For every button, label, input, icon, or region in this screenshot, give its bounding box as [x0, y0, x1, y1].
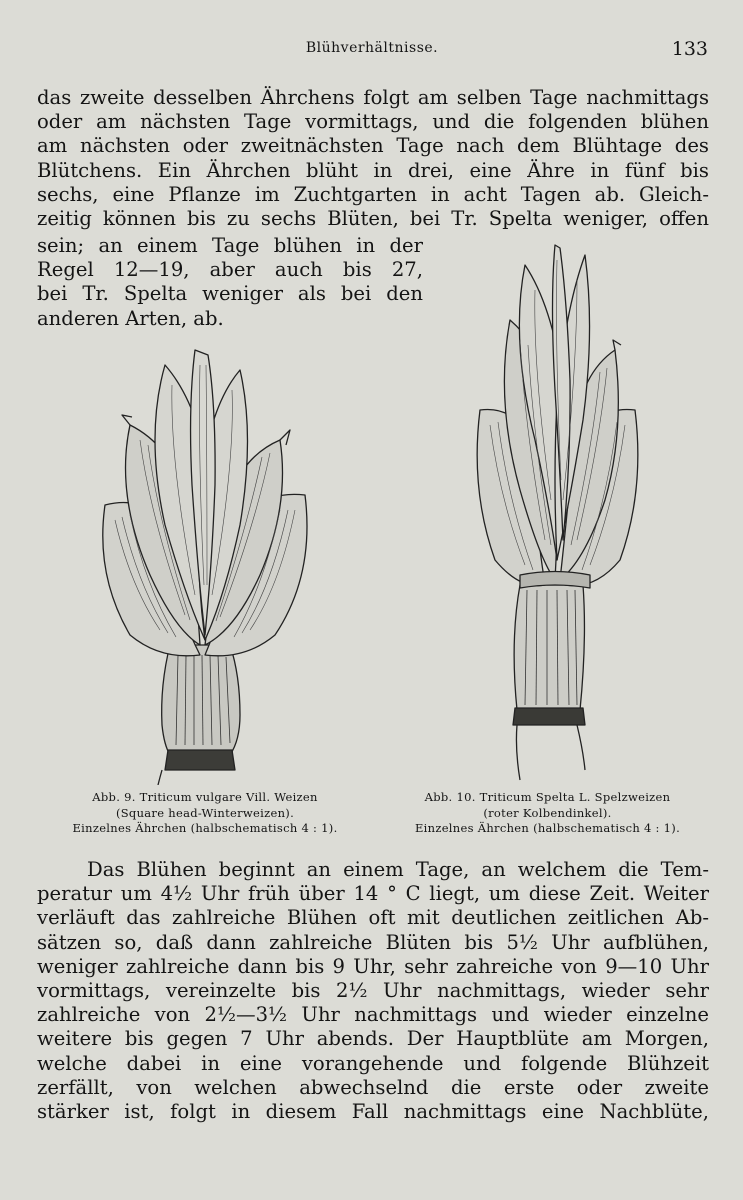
- text-line: peratur um 4½ Uhr früh über 14 ° C liegt, um diese Zeit. Weiter: [37, 882, 709, 906]
- text-line: zerfällt, von welchen abwechselnd die erste oder zweite: [37, 1075, 709, 1099]
- caption-line: (Square head-Winterweizen).: [115, 805, 295, 820]
- caption-line: Einzelnes Ährchen (halbschematisch 4 : 1).: [414, 821, 681, 835]
- text-line: weniger zahlreiche dann bis 9 Uhr, sehr zahreiche von 9—10 Uhr: [37, 954, 709, 978]
- figure-triticum-vulgare-spikelet: [90, 345, 320, 785]
- text-line: Blütchens. Ein Ährchen blüht in drei, eine Ähre in fünf bis: [37, 158, 709, 182]
- text-line: das zweite desselben Ährchens folgt am selben Tage nachmittags: [37, 86, 709, 109]
- text-line: am nächsten oder zweitnächsten Tage nach dem Blühtage des: [37, 134, 709, 158]
- text-line: sätzen so, daß dann zahlreiche Blüten bis 5½ Uhr aufblühen,: [37, 930, 709, 954]
- caption-line: Abb. 10. Triticum Spelta L. Spelzweizen: [424, 790, 671, 804]
- text-line: zeitig können bis zu sechs Blüten, bei Tr. Spelta weniger, offen: [37, 207, 709, 231]
- text-line: sein; an einem Tage blühen in der: [37, 234, 423, 257]
- text-line: Regel 12—19, aber auch bis 27,: [37, 258, 423, 282]
- page-number: 133: [671, 38, 708, 60]
- text-line: anderen Arten, ab.: [37, 306, 224, 330]
- running-head: [36, 38, 708, 64]
- text-line: oder am nächsten Tage vormittags, und die folgenden blühen: [37, 110, 709, 134]
- paragraph-top: [37, 86, 709, 231]
- text-line: bei Tr. Spelta weniger als bei den: [37, 282, 423, 306]
- text-line: weitere bis gegen 7 Uhr abends. Der Hauptblüte am Morgen,: [37, 1027, 709, 1051]
- figure-10-caption: [390, 790, 705, 837]
- text-line: zahlreiche von 2½—3½ Uhr nachmittags und wieder einzelne: [37, 1003, 709, 1027]
- paragraph-bottom: [37, 858, 709, 1124]
- figure-9-caption: [40, 790, 370, 837]
- paragraph-top-continued: [37, 234, 423, 331]
- caption-line: Abb. 9. Triticum vulgare Vill. Weizen: [92, 790, 318, 804]
- text-line: Das Blühen beginnt an einem Tage, an welchem die Tem-: [87, 858, 709, 881]
- text-line: sechs, eine Pflanze im Zuchtgarten in acht Tagen ab. Gleich-: [37, 182, 709, 206]
- caption-line: (roter Kolbendinkel).: [483, 805, 612, 820]
- figure-triticum-spelta-spikelet: [465, 240, 650, 785]
- caption-line: Einzelnes Ährchen (halbschematisch 4 : 1).: [72, 821, 338, 835]
- text-line: vormittags, vereinzelte bis 2½ Uhr nachmittags, wieder sehr: [37, 979, 709, 1003]
- running-title: Blühverhältnisse.: [305, 40, 439, 56]
- text-line: stärker ist, folgt in diesem Fall nachmittags eine Nachblüte,: [37, 1100, 709, 1124]
- text-line: verläuft das zahlreiche Blühen oft mit deutlichen zeitlichen Ab-: [37, 906, 709, 930]
- text-line: welche dabei in eine vorangehende und folgende Blühzeit: [37, 1051, 709, 1075]
